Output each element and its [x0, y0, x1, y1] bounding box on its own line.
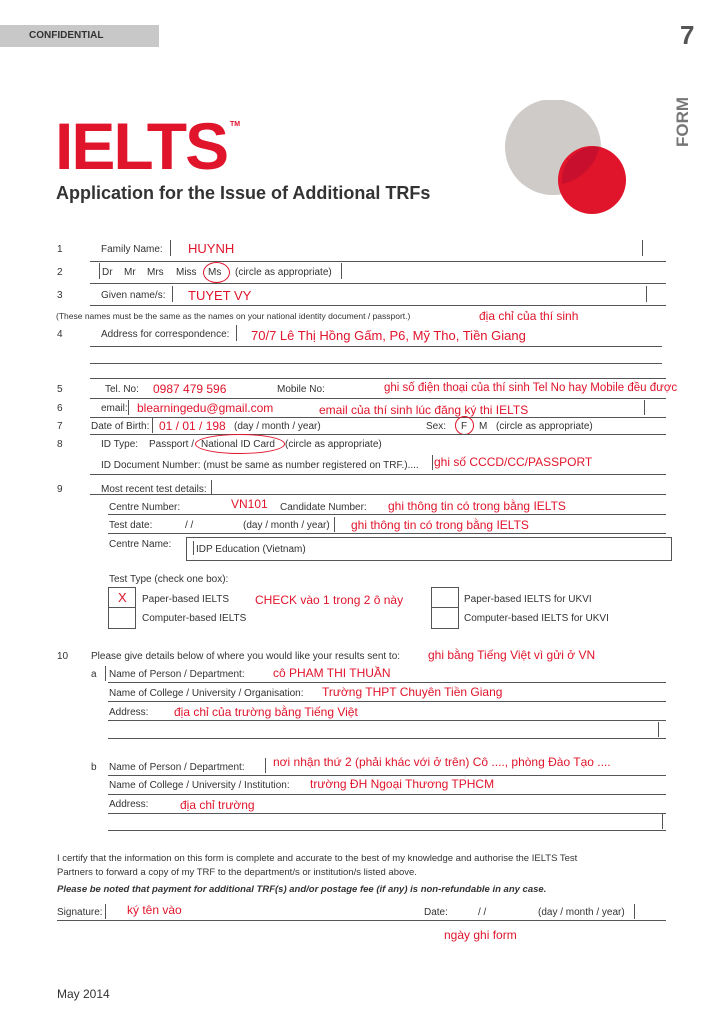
title-mrs[interactable]: Mrs [147, 267, 164, 278]
test-date-field[interactable]: / / [185, 520, 194, 531]
person-b-field[interactable]: nơi nhận thứ 2 (phải khác với ở trên) Cô ...., phòng Đào Tạo .... [273, 755, 611, 769]
sex-note: (circle as appropriate) [496, 421, 593, 432]
title-miss[interactable]: Miss [176, 267, 197, 278]
title-mr[interactable]: Mr [124, 267, 136, 278]
field-bracket [105, 904, 106, 919]
address-a-label: Address: [109, 707, 149, 718]
trademark-mark: TM [230, 121, 241, 128]
field-bracket [170, 240, 171, 256]
centre-number-label: Centre Number: [109, 502, 181, 513]
email-annotation: email của thí sinh lúc đăng ký thi IELTS [319, 403, 529, 417]
form-side-label: FORM [673, 96, 692, 147]
row-number-5: 5 [57, 384, 63, 395]
row-divider [108, 794, 666, 795]
test-date-annotation: ghi thông tin có trong bằng IELTS [351, 518, 529, 532]
footer-date: May 2014 [57, 987, 110, 1001]
tel-field[interactable]: 0987 479 596 [153, 382, 227, 396]
check-mark: X [118, 590, 127, 605]
paper-ukvi-label: Paper-based IELTS for UKVI [464, 594, 592, 605]
address-line-1 [90, 346, 662, 347]
person-a-field[interactable]: cô PHAM THI THUẦN [273, 666, 391, 680]
mobile-label: Mobile No: [277, 384, 325, 395]
address-annotation: địa chỉ của thí sinh [479, 309, 579, 323]
row-number-6: 6 [57, 403, 63, 414]
computer-ukvi-label: Computer-based IELTS for UKVI [464, 613, 609, 624]
address-b-label: Address: [109, 799, 149, 810]
row-divider [90, 474, 666, 475]
field-bracket [334, 517, 335, 532]
sex-f-option[interactable]: F [461, 421, 468, 432]
test-type-label: Test Type (check one box): [109, 574, 229, 585]
tel-label: Tel. No: [105, 384, 139, 395]
sex-label: Sex: [426, 421, 447, 432]
date-label: Date: [424, 907, 448, 918]
row-divider [108, 701, 666, 702]
id-type-note: (circle as appropriate) [285, 439, 382, 450]
section-b-marker: b [91, 762, 97, 773]
id-national-option[interactable]: National ID Card [201, 439, 275, 450]
test-date-format: (day / month / year) [243, 520, 330, 531]
ms-circle-mark [203, 262, 230, 283]
row-number-9: 9 [57, 484, 63, 495]
person-a-label: Name of Person / Department: [109, 669, 245, 680]
field-bracket [634, 904, 635, 919]
college-b-field[interactable]: trường ĐH Ngoại Thương TPHCM [310, 777, 495, 791]
row-number-7: 7 [57, 421, 63, 432]
row-divider [90, 378, 666, 379]
field-bracket [265, 758, 266, 773]
page-number: 7 [680, 20, 695, 50]
confidential-label: CONFIDENTIAL [29, 30, 104, 41]
field-bracket [99, 263, 100, 279]
candidate-number-label: Candidate Number: [280, 502, 367, 513]
ielts-logo: IELTS [55, 109, 228, 183]
computer-ukvi-checkbox[interactable] [431, 607, 459, 629]
row-divider [108, 720, 666, 721]
sex-m-option[interactable]: M [479, 421, 488, 432]
dob-format: (day / month / year) [234, 421, 321, 432]
id-doc-field[interactable]: ghi số CCCD/CC/PASSPORT [434, 455, 593, 469]
given-names-field[interactable]: TUYET VY [188, 288, 252, 303]
row-divider [90, 261, 666, 262]
id-passport-option[interactable]: Passport / [149, 439, 195, 450]
row-divider [108, 738, 666, 739]
field-bracket [642, 240, 643, 256]
row-number-4: 4 [57, 329, 63, 340]
row-divider [108, 533, 666, 534]
address-label: Address for correspondence: [101, 329, 230, 340]
date-field[interactable]: / / [478, 907, 487, 918]
row-number-3: 3 [57, 290, 63, 301]
id-circle-mark [195, 434, 285, 454]
row-number-8: 8 [57, 439, 63, 450]
row-divider [108, 514, 666, 515]
computer-based-label: Computer-based IELTS [142, 613, 247, 624]
field-bracket [211, 480, 212, 495]
names-note: (These names must be the same as the names on your national identity document / passport.) [56, 311, 411, 321]
college-b-label: Name of College / University / Institution: [109, 780, 290, 791]
given-names-label: Given name/s: [101, 290, 166, 301]
section-a-marker: a [91, 669, 97, 680]
certify-line-1: I certify that the information on this form is complete and accurate to the best of my knowledge and authorise the IELTS Test [57, 853, 578, 864]
signature-field[interactable]: ký tên vào [127, 903, 182, 917]
signature-label: Signature: [57, 907, 103, 918]
row-divider [90, 283, 666, 284]
address-line-2 [90, 363, 662, 364]
row-number-10: 10 [57, 651, 69, 662]
field-bracket [193, 541, 194, 555]
row-divider [90, 398, 666, 399]
dob-field[interactable]: 01 / 01 / 198 [159, 419, 226, 433]
row-divider [90, 305, 666, 306]
date-annotation: ngày ghi form [444, 928, 517, 942]
row-divider [108, 830, 666, 831]
address-b-field[interactable]: địa chỉ trường [180, 798, 255, 812]
send-results-label: Please give details below of where you would like your results sent to: [91, 651, 401, 662]
row-divider [57, 920, 666, 921]
dob-label: Date of Birth: [91, 421, 150, 432]
row-divider [108, 775, 666, 776]
computer-based-checkbox[interactable] [108, 607, 136, 629]
title-ms[interactable]: Ms [208, 267, 222, 278]
centre-number-field[interactable]: VN101 [231, 497, 268, 511]
id-type-label: ID Type: [101, 439, 139, 450]
candidate-number-field[interactable]: ghi thông tin có trong bằng IELTS [388, 499, 566, 513]
address-field[interactable]: 70/7 Lê Thị Hồng Gấm, P6, Mỹ Tho, Tiền Giang [251, 328, 526, 343]
field-bracket [152, 418, 153, 433]
test-date-label: Test date: [109, 520, 153, 531]
id-doc-label: ID Document Number: (must be same as number registered on TRF.).... [101, 460, 419, 471]
certify-line-2: Partners to forward a copy of my TRF to the department/s or institution/s listed above. [57, 867, 417, 878]
field-bracket [658, 722, 659, 737]
field-bracket [128, 400, 129, 415]
field-bracket [105, 666, 106, 681]
centre-name-label: Centre Name: [109, 539, 172, 550]
tel-annotation: ghi số điện thoại của thí sinh Tel No hay Mobile đều được [384, 382, 678, 394]
college-a-label: Name of College / University / Organisation: [109, 688, 304, 699]
title-dr[interactable]: Dr [102, 267, 113, 278]
recent-test-label: Most recent test details: [101, 484, 207, 495]
check-annotation: CHECK vào 1 trong 2 ô này [255, 593, 404, 607]
field-bracket [662, 814, 663, 829]
row-divider [90, 494, 666, 495]
centre-name-field: IDP Education (Vietnam) [196, 544, 306, 555]
family-name-field[interactable]: HUYNH [188, 241, 235, 256]
row-divider [90, 434, 666, 435]
field-bracket [646, 286, 647, 302]
row-divider [90, 417, 666, 418]
form-title: Application for the Issue of Additional TRFs [56, 183, 431, 203]
address-a-field[interactable]: địa chỉ của trường bằng Tiếng Việt [174, 705, 358, 719]
logo-circles-graphic [500, 100, 630, 215]
payment-note: Please be noted that payment for additional TRF(s) and/or postage fee (if any) is non-refundable in any case. [57, 884, 547, 895]
person-b-label: Name of Person / Department: [109, 762, 245, 773]
row-number-1: 1 [57, 244, 63, 255]
row-number-2: 2 [57, 267, 63, 278]
email-field[interactable]: blearningedu@gmail.com [137, 401, 274, 415]
field-bracket [432, 455, 433, 470]
field-bracket [644, 400, 645, 415]
titles-note: (circle as appropriate) [235, 267, 332, 278]
college-a-field[interactable]: Trường THPT Chuyên Tiền Giang [322, 685, 503, 699]
family-name-label: Family Name: [101, 244, 163, 255]
row-divider [108, 682, 666, 683]
paper-based-label: Paper-based IELTS [142, 594, 230, 605]
send-annotation: ghi bằng Tiếng Việt vì gửi ở VN [428, 648, 596, 662]
field-bracket [172, 286, 173, 302]
date-format: (day / month / year) [538, 907, 625, 918]
row-divider [108, 813, 666, 814]
field-bracket [236, 325, 237, 341]
paper-ukvi-checkbox[interactable] [431, 587, 459, 609]
email-label: email: [101, 403, 128, 414]
sex-circle-mark [455, 416, 474, 435]
field-bracket [341, 263, 342, 279]
